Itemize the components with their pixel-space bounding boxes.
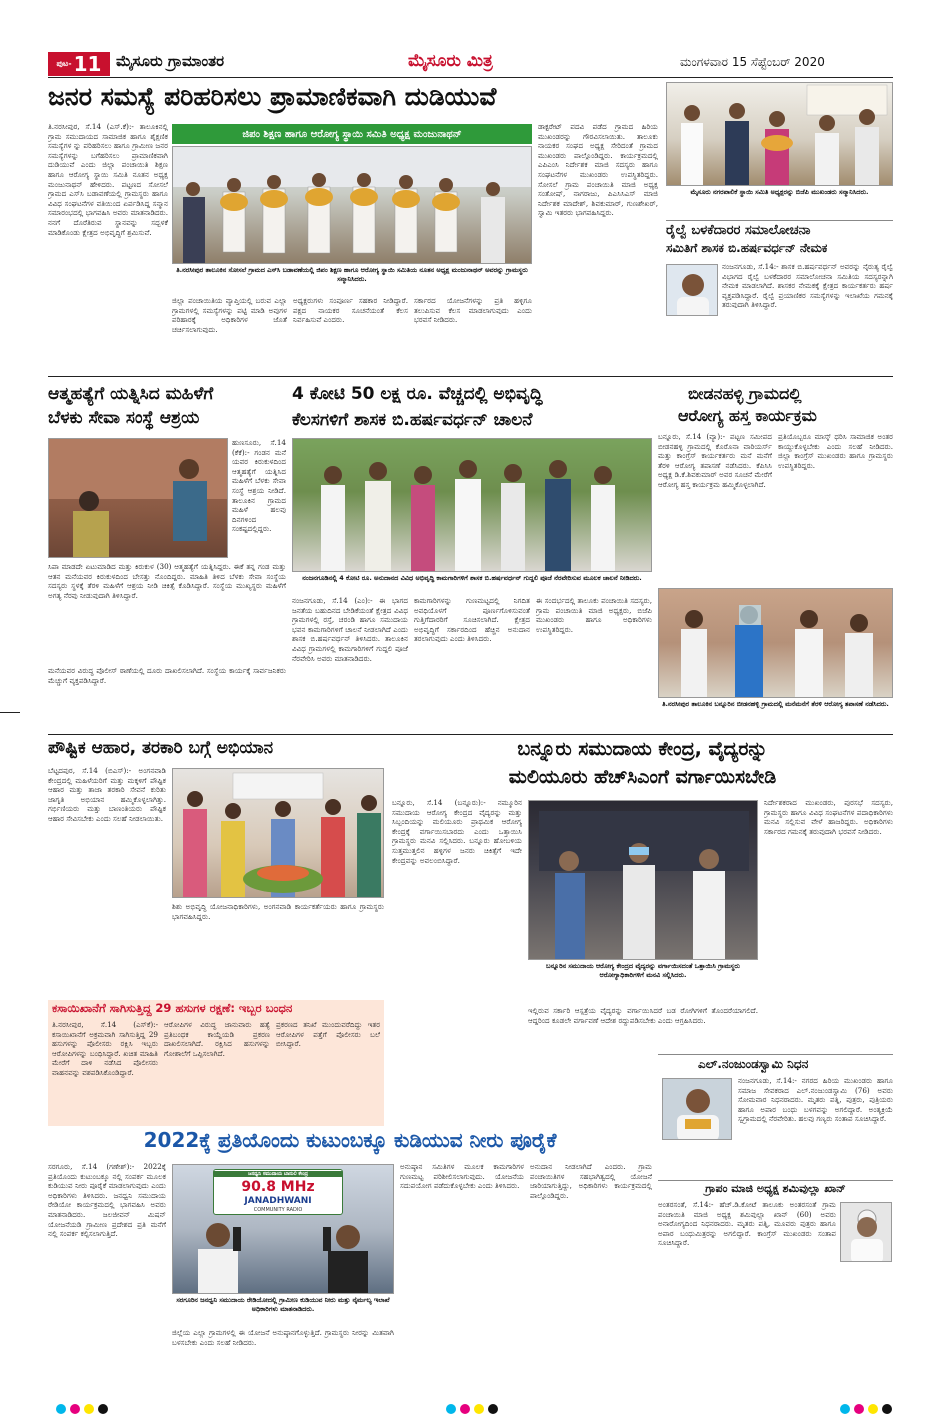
arrest-headline: ಕಸಾಯಿಖಾನೆಗೆ ಸಾಗಿಸುತ್ತಿದ್ದ 29 ಹಸುಗಳ ರಕ್ಷಣೆ: ಇಬ್ಬರ ಬಂಧನ — [52, 1001, 293, 1015]
bannur-col2: ಇಲ್ಲಿರುವ ಸರ್ಕಾರಿ ಆಸ್ಪತ್ರೆಯ ವೈದ್ಯರನ್ನು ವರ್ಗಾಯಿಸಿದರೆ ಬಡ ರೋಗಿಗಳಿಗೆ ತೊಂದರೆಯಾಗಲಿದೆ. ಆದ್ದರಿಂದ ಕೂಡಲೇ ವರ್ಗಾವಣೆ ಆದೇಶ ರದ್ದುಪಡಿಸಬೇಕು ಎಂದು ಆಗ್ರಹಿಸಿದರು. — [528, 1006, 758, 1025]
radio-tagline: COMMUNITY RADIO — [253, 1207, 303, 1213]
nutrition-body: ಬೆಟ್ಟದಪುರ, ಸೆ.14 (ಬಿಎಸ್):- ಅಂಗನವಾಡಿ ಕೇಂದ್ರದಲ್ಲಿ ಮಹಿಳೆಯರಿಗೆ ಮತ್ತು ಮಕ್ಕಳಿಗೆ ಪೌಷ್ಟಿಕ ಆಹಾರ ಮತ್ತು ತಾಜಾ ತರಕಾರಿ ಸೇವನೆ ಕುರಿತು ಜಾಗೃತಿ ಅಭಿಯಾನ ಹಮ್ಮಿಕೊಳ್ಳಲಾಗಿತ್ತು. ಗರ್ಭಿಣಿಯರು ಮತ್ತು ಬಾಣಂತಿಯರು ಪೌಷ್ಟಿಕ ಆಹಾರ ಸೇವಿಸಬೇಕು ಎಂದು ಸಲಹೆ ನೀಡಲಾಯಿತು. — [48, 766, 166, 823]
registration-mark-black-2 — [488, 1404, 498, 1414]
development-col3: ಈ ಸಂದರ್ಭದಲ್ಲಿ ತಾಲೂಕು ಪಂಚಾಯಿತಿ ಸದಸ್ಯರು, ಗ್ರಾಮ ಪಂಚಾಯಿತಿ ಮಾಜಿ ಅಧ್ಯಕ್ಷರು, ಬಿಜೆಪಿ ಮುಖಂಡರು ಹಾಗೂ ಅಧಿಕಾರಿಗಳು ಉಪಸ್ಥಿತರಿದ್ದರು. — [536, 596, 652, 634]
registration-mark-cyan-2 — [446, 1404, 456, 1414]
beedanahalli-headline-2: ಆರೋಗ್ಯ ಹಸ್ತ ಕಾರ್ಯಕ್ರಮ — [678, 406, 817, 425]
registration-mark-black — [98, 1404, 108, 1414]
registration-mark-cyan-3 — [840, 1404, 850, 1414]
bannur-photo — [528, 800, 758, 960]
registration-mark-yellow-3 — [868, 1404, 878, 1414]
page-number: 11 — [73, 52, 102, 76]
nutrition-photo — [172, 768, 384, 898]
registration-mark-magenta-2 — [460, 1404, 470, 1414]
beedanahalli-photo — [658, 588, 893, 698]
story1-col2c: ಸರ್ಕಾರದ ಯೋಜನೆಗಳನ್ನು ಪ್ರತಿ ಹಳ್ಳಿಗೂ ತಲುಪಿಸುವ ಕೆಲಸ ಮಾಡಲಾಗುವುದು ಎಂದು ಭರವಸೆ ನೀಡಿದರು. — [414, 296, 532, 325]
ex-president-headline-bar: ಗ್ರಾಪಂ ಮಾಜಿ ಅಧ್ಯಕ್ಷ ಶಮಿವುಲ್ಲಾ ಖಾನ್ — [658, 1180, 893, 1196]
railway-body: ನಂಜನಗೂಡು, ಸೆ.14:- ಶಾಸಕ ಬಿ.ಹರ್ಷವರ್ಧನ್ ಅವರನ್ನು ನೈರುತ್ಯ ರೈಲ್ವೆ ವಿಭಾಗದ ರೈಲ್ವೆ ಬಳಕೆದಾರರ ಸಮಾಲೋಚನಾ ಸಮಿತಿಯ ಸದಸ್ಯರನ್ನಾಗಿ ನೇಮಕ ಮಾಡಲಾಗಿದೆ. ಶಾಸಕರ ನೇಮಕಕ್ಕೆ ಕ್ಷೇತ್ರದ ಕಾರ್ಯಕರ್ತರು ಹರ್ಷ ವ್ಯಕ್ತಪಡಿಸಿದ್ದಾರೆ. ರೈಲ್ವೆ ಪ್ರಯಾಣಿಕರ ಸಮಸ್ಯೆಗಳನ್ನು ಇಲಾಖೆಯ ಗಮನಕ್ಕೆ ತರುವುದಾಗಿ ತಿಳಿಸಿದ್ದಾರೆ. — [722, 262, 893, 310]
story1-photo — [172, 146, 532, 264]
radio-name: JANADHWANI — [244, 1196, 312, 1206]
story-public-service — [48, 82, 660, 372]
paper-name: ಮೈಸೂರು ಮಿತ್ರ — [408, 51, 493, 71]
development-col1: ನಂಜನಗೂಡು, ಸೆ.14 (ಎಂ):- ಈ ಭಾಗದ ಜನತೆಯ ಬಹುದಿನದ ಬೇಡಿಕೆಯಂತೆ ಕ್ಷೇತ್ರದ ವಿವಿಧ ಗ್ರಾಮಗಳಲ್ಲಿ ರಸ್ತೆ, ಚರಂಡಿ ಹಾಗೂ ಸಮುದಾಯ ಭವನ ಕಾಮಗಾರಿಗಳಿಗೆ ಚಾಲನೆ ನೀಡಲಾಗಿದೆ ಎಂದು ಶಾಸಕ ಬಿ.ಹರ್ಷವರ್ಧನ್ ತಿಳಿಸಿದರು. ತಾಲೂಕಿನ ವಿವಿಧ ಗ್ರಾಮಗಳಲ್ಲಿ ಕಾಮಗಾರಿಗಳಿಗೆ ಗುದ್ದಲಿ ಪೂಜೆ ನೆರವೇರಿಸಿ ಅವರು ಮಾತನಾಡಿದರು. — [292, 596, 408, 663]
bannur-photo-caption: ಬನ್ನೂರಿನ ಸಮುದಾಯ ಆರೋಗ್ಯ ಕೇಂದ್ರದ ವೈದ್ಯರನ್ನು ವರ್ಗಾಯಿಸದಂತೆ ಒತ್ತಾಯಿಸಿ ಗ್ರಾಮಸ್ಥರು ಆರೋಗ್ಯಾಧಿಕಾರಿಗಳಿಗೆ ಮನವಿ ಸಲ್ಲಿಸಿದರು. — [546, 962, 740, 979]
development-headline-1: 4 ಕೋಟಿ 50 ಲಕ್ಷ ರೂ. ವೆಚ್ಚದಲ್ಲಿ ಅಭಿವೃದ್ಧಿ — [292, 384, 543, 404]
beedanahalli-headline-1: ಬೀಡನಹಳ್ಳಿ ಗ್ರಾಮದಲ್ಲಿ — [688, 384, 802, 403]
mla-portrait — [666, 264, 718, 316]
obituary-body: ನಂಜನಗೂಡು, ಸೆ.14:- ನಗರದ ಹಿರಿಯ ಮುಖಂಡರು ಹಾಗೂ ಸಮಾಜ ಸೇವಕರಾದ ಎಲ್.ನಂಜುಂಡಸ್ವಾಮಿ (76) ಅವರು ಸೋಮವಾರ ನಿಧನರಾದರು. ಮೃತರು ಪತ್ನಿ, ಪುತ್ರರು, ಪುತ್ರಿಯರು ಹಾಗೂ ಅಪಾರ ಬಂಧು ಬಳಗವನ್ನು ಅಗಲಿದ್ದಾರೆ. ಅಂತ್ಯಕ್ರಿಯೆ ಸ್ವಗ್ರಾಮದಲ್ಲಿ ನೆರವೇರಿತು. ಹಲವು ಗಣ್ಯರು ಸಂತಾಪ ಸೂಚಿಸಿದ್ದಾರೆ. — [738, 1076, 893, 1124]
story1-col2a: ಜಿಲ್ಲಾ ಪಂಚಾಯಿತಿಯ ವ್ಯಾಪ್ತಿಯಲ್ಲಿ ಬರುವ ಎಲ್ಲಾ ಗ್ರಾಮಗಳಲ್ಲಿ ಸಮಸ್ಯೆಗಳನ್ನು ಪಟ್ಟಿ ಮಾಡಿ ಅವುಗಳ ಪರಿಹಾರಕ್ಕೆ ಅಧಿಕಾರಿಗಳ ಜೊತೆ ಚರ್ಚಿಸಲಾಗುವುದು. — [172, 296, 287, 334]
development-photo — [292, 438, 652, 572]
story-bannur — [392, 738, 893, 1050]
story1-col1: ತಿ.ನರಸೀಪುರ, ಸೆ.14 (ಎಸ್‌.ಕೆ):- ತಾಲೂಕಿನಲ್ಲಿ ಗ್ರಾಮ ಸಮುದಾಯದ ಸಾಮಾಜಿಕ ಹಾಗೂ ಶೈಕ್ಷಣಿಕ ಸಮಸ್ಯೆಗಳ ನ್ನು ಪರಿಹರಿಸಲು ಹಾಗೂ ಗ್ರಾಮೀಣ ಜನರ ಸಮಸ್ಯೆಗಳನ್ನು ಬಗೆಹರಿಸಲು ಪ್ರಾಮಾಣಿಕವಾಗಿ ದುಡಿಯುವೆ ಎಂದು ಜಿಲ್ಲಾ ಪಂಚಾಯಿತಿ ಶಿಕ್ಷಣ ಹಾಗೂ ಆರೋಗ್ಯ ಸ್ಥಾಯಿ ಸಮಿತಿ ನೂತನ ಅಧ್ಯಕ್ಷ ಮಂಜುನಾಥನ್ ಹೇಳಿದರು. ಪಟ್ಟಣದ ಸೋಸಲೆ ಗ್ರಾಮದ ಎಸ್‌ಸಿ ಬಡಾವಣೆಯಲ್ಲಿ ಗ್ರಾಮಸ್ಥರು ಹಾಗೂ ವಿವಿಧ ಸಂಘಟನೆಗಳ ವತಿಯಿಂದ ಏರ್ಪಡಿಸಿದ್ದ ಸನ್ಮಾನ ಸಮಾರಂಭದಲ್ಲಿ ಭಾಗವಹಿಸಿ ಅವರು ಮಾತನಾಡಿದರು. ನನಗೆ ದೊರೆತಿರುವ ಸ್ಥಾನವನ್ನು ಸದ್ಬಳಕೆ ಮಾಡಿಕೊಂಡು ಕ್ಷೇತ್ರದ ಅಭಿವೃದ್ಧಿಗೆ ಶ್ರಮಿಸುವೆ. — [48, 122, 168, 237]
beedanahalli-photo-caption: ತಿ.ನರಸೀಪುರ ತಾಲೂಕಿನ ಬನ್ನೂರಿನ ಬೀಡನಹಳ್ಳಿ ಗ್ರಾಮದಲ್ಲಿ ಮನೆಮನೆಗೆ ತೆರಳಿ ಆರೋಗ್ಯ ತಪಾಸಣೆ ನಡೆಸಿದರು. — [662, 700, 889, 708]
story-railway — [666, 220, 893, 372]
development-col2: ಕಾಮಗಾರಿಗಳನ್ನು ಗುಣಮಟ್ಟದಲ್ಲಿ ನಿಗದಿತ ಅವಧಿಯೊಳಗೆ ಪೂರ್ಣಗೊಳಿಸುವಂತೆ ಗುತ್ತಿಗೆದಾರರಿಗೆ ಸೂಚಿಸಲಾಗಿದೆ. ಕ್ಷೇತ್ರದ ಅಭಿವೃದ್ಧಿಗೆ ಸರ್ಕಾರದಿಂದ ಹೆಚ್ಚಿನ ಅನುದಾನ ತರಲಾಗುವುದು ಎಂದು ತಿಳಿಸಿದರು. — [414, 596, 530, 644]
suicide-body-2: ಮನೆಯವರ ವಿರುದ್ಧ ಪೊಲೀಸ್ ಠಾಣೆಯಲ್ಲಿ ದೂರು ದಾಖಲಿಸಲಾಗಿದೆ. ಸಂಸ್ಥೆಯ ಕಾರ್ಯಕ್ಕೆ ಸಾರ್ವಜನಿಕರು ಮೆಚ್ಚುಗೆ ವ್ಯಕ್ತಪಡಿಸಿದ್ದಾರೆ. — [48, 666, 286, 685]
side-photo-caption: ಮೈಸೂರು ನಗರಪಾಲಿಕೆ ಸ್ಥಾಯಿ ಸಮಿತಿ ಅಧ್ಯಕ್ಷರನ್ನು ಬಿಜೆಪಿ ಮುಖಂಡರು ಸನ್ಮಾನಿಸಿದರು. — [690, 188, 869, 196]
story-nutrition — [48, 738, 384, 1000]
nutrition-headline: ಪೌಷ್ಟಿಕ ಆಹಾರ, ತರಕಾರಿ ಬಗ್ಗೆ ಅಭಿಯಾನ — [48, 738, 274, 758]
water-col3: ಅನುಷ್ಠಾನ ಸಮಿತಿಗಳ ಮೂಲಕ ಕಾಮಗಾರಿಗಳ ಗುಣಮಟ್ಟ ಪರಿಶೀಲಿಸಲಾಗುವುದು. ಯೋಜನೆಯ ಸದುಪಯೋಗ ಪಡೆದುಕೊಳ್ಳಬೇಕು ಎಂದು ತಿಳಿಸಿದರು. — [400, 1162, 524, 1191]
story-ex-president — [658, 1180, 893, 1384]
registration-mark-magenta-3 — [854, 1404, 864, 1414]
masthead — [48, 50, 893, 78]
obituary-headline: ಎಲ್.ನಂಜುಂಡಸ್ವಾಮಿ ನಿಧನ — [698, 1057, 809, 1071]
section-name: ಮೈಸೂರು ಗ್ರಾಮಾಂತರ — [116, 52, 225, 70]
story1-subhead: ಜಿಪಂ ಶಿಕ್ಷಣ ಹಾಗೂ ಆರೋಗ್ಯ ಸ್ಥಾಯಿ ಸಮಿತಿ ಅಧ್ಯಕ್ಷ ಮಂಜುನಾಥನ್ — [172, 124, 532, 144]
ex-president-body: ಅಂತರಸಂತೆ, ಸೆ.14:- ಹೆಚ್.ಡಿ.ಕೋಟೆ ತಾಲೂಕು ಅಂತರಸಂತೆ ಗ್ರಾಮ ಪಂಚಾಯಿತಿ ಮಾಜಿ ಅಧ್ಯಕ್ಷ ಶಮಿವುಲ್ಲಾ ಖಾನ್ (60) ಅವರು ಅನಾರೋಗ್ಯದಿಂದ ನಿಧನರಾದರು. ಮೃತರು ಪತ್ನಿ, ಮೂವರು ಪುತ್ರರು ಹಾಗೂ ಅಪಾರ ಬಂಧುಮಿತ್ರರನ್ನು ಅಗಲಿದ್ದಾರೆ. ಕಾಂಗ್ರೆಸ್ ಮುಖಂಡರು ಸಂತಾಪ ಸೂಚಿಸಿದ್ದಾರೆ. — [658, 1200, 836, 1248]
side-photo — [666, 82, 893, 186]
arrest-body-3: ಪ್ರಕರಣದ ತನಿಖೆ ಮುಂದುವರೆದಿದ್ದು ಇತರ ಆರೋಪಿಗಳ ಪತ್ತೆಗೆ ಪೊಲೀಸರು ಬಲೆ ಬೀಸಿದ್ದಾರೆ. — [276, 1020, 380, 1049]
group-photo-figures — [173, 147, 532, 264]
masthead-rule — [48, 77, 893, 78]
story-arrest — [48, 1000, 384, 1126]
suicide-body-side: ಹುಣಸೂರು, ಸೆ.14 (ಕೆಕೆ):- ಗಂಡನ ಮನೆ ಯವರ ಕಿರುಕುಳದಿಂದ ಆತ್ಮಹತ್ಯೆಗೆ ಯತ್ನಿಸಿದ ಮಹಿಳೆಗೆ ಬೆಳಕು ಸೇವಾ ಸಂಸ್ಥೆ ಆಶ್ರಯ ನೀಡಿದೆ. ತಾಲೂಕಿನ ಗ್ರಾಮದ ಮಹಿಳೆ ಹಲವು ದಿನಗಳಿಂದ ಸಂಕಷ್ಟದಲ್ಲಿದ್ದರು. — [232, 438, 286, 534]
story-water — [48, 1128, 652, 1384]
development-headline-2: ಕೆಲಸಗಳಿಗೆ ಶಾಸಕ ಬಿ.ಹರ್ಷವರ್ಧನ್ ಚಾಲನೆ — [292, 410, 533, 430]
beedanahalli-body-2: ಪ್ರತಿಯೊಬ್ಬರೂ ಮಾಸ್ಕ್ ಧರಿಸಿ ಸಾಮಾಜಿಕ ಅಂತರ ಕಾಯ್ದುಕೊಳ್ಳಬೇಕು ಎಂದು ಸಲಹೆ ನೀಡಿದರು. ಜಿಲ್ಲಾ ಕಾಂಗ್ರೆಸ್ ಮುಖಂಡರು ಹಾಗೂ ಗ್ರಾಮಸ್ಥರು ಉಪಸ್ಥಿತರಿದ್ದರು. — [778, 432, 893, 470]
registration-mark-yellow — [84, 1404, 94, 1414]
water-headline: 2022ಕ್ಕೆ ಪ್ರತಿಯೊಂದು ಕುಟುಂಬಕ್ಕೂ ಕುಡಿಯುವ ನೀರು ಪೂರೈಕೆ — [143, 1128, 557, 1152]
story-beedanahalli — [658, 382, 893, 732]
water-col4: ಅನುದಾನ ನೀಡಲಾಗಿದೆ ಎಂದರು. ಗ್ರಾಮ ಪಂಚಾಯಿತಿಗಳ ಸಹಭಾಗಿತ್ವದಲ್ಲಿ ಯೋಜನೆ ಜಾರಿಯಾಗುತ್ತಿದ್ದು, ಅಧಿಕಾರಿಗಳು ಕಾರ್ಯಕ್ರಮದಲ್ಲಿ ಪಾಲ್ಗೊಂಡಿದ್ದರು. — [530, 1162, 652, 1200]
radio-frequency: 90.8 MHz — [241, 1179, 315, 1195]
ex-president-portrait — [840, 1202, 892, 1262]
development-photo-caption: ನಂಜನಗೂಡಿನಲ್ಲಿ 4 ಕೋಟಿ ರೂ. ಅನುದಾನದ ವಿವಿಧ ಅಭಿವೃದ್ಧಿ ಕಾಮಗಾರಿಗಳಿಗೆ ಶಾಸಕ ಬಿ.ಹರ್ಷವರ್ಧನ್ ಗುದ್ದಲಿ ಪೂಜೆ ನೆರವೇರಿಸುವ ಮೂಲಕ ಚಾಲನೆ ನೀಡಿದರು. — [302, 574, 642, 582]
story1-col-right: ಡಾಕ್ಟರೇಟ್ ಪದವಿ ಪಡೆದ ಗ್ರಾಮದ ಹಿರಿಯ ಮುಖಂಡರನ್ನು ಗೌರವಿಸಲಾಯಿತು. ತಾಲೂಕು ನಾಯಕರ ಸಂಘದ ಅಧ್ಯಕ್ಷ ಸೇರಿದಂತೆ ಗ್ರಾಮದ ಮುಖಂಡರು ಪಾಲ್ಗೊಂಡಿದ್ದರು. ಕಾರ್ಯಕ್ರಮದಲ್ಲಿ ಎಪಿಎಂಸಿ ನಿರ್ದೇಶಕ ಮಾಜಿ ಸದಸ್ಯರು ಹಾಗೂ ಸಂಘಟನೆಗಳ ಮುಖಂಡರು ಉಪಸ್ಥಿತರಿದ್ದರು. ಸೋಸಲೆ ಗ್ರಾಮ ಪಂಚಾಯಿತಿ ಮಾಜಿ ಅಧ್ಯಕ್ಷ ಸಂತೋಷ್, ನಾಗರಾಜು, ಪಿಎಸಿಸಿಎಸ್ ಮಾಜಿ ನಿರ್ದೇಶಕ ಮಾದೇಶ್, ಶಿವಕುಮಾರ್, ಗುಣಶೇಖರ್, ಸ್ವಾಮಿ ಇತರರು ಭಾಗವಹಿಸಿದ್ದರು. — [538, 122, 658, 218]
registration-mark-cyan — [56, 1404, 66, 1414]
beedanahalli-body: ಬನ್ನೂರು, ಸೆ.14 (ವ್ಯಾ):- ಪಟ್ಟಣ ಸಮೀಪದ ಬೀಡನಹಳ್ಳಿ ಗ್ರಾಮದಲ್ಲಿ ಕೊರೊನಾ ವಾರಿಯರ್ಸ್ ಮತ್ತು ಕಾಂಗ್ರೆಸ್ ಕಾರ್ಯಕರ್ತರು ಮನೆ ಮನೆಗೆ ತೆರಳಿ ಆರೋಗ್ಯ ತಪಾಸಣೆ ನಡೆಸಿದರು. ಕೆಪಿಸಿಸಿ ಅಧ್ಯಕ್ಷ ಡಿ.ಕೆ.ಶಿವಕುಮಾರ್ ಅವರ ಸೂಚನೆ ಮೇರೆಗೆ ಆರೋಗ್ಯ ಹಸ್ತ ಕಾರ್ಯಕ್ರಮ ಹಮ್ಮಿಕೊಳ್ಳಲಾಗಿದೆ. — [658, 432, 772, 489]
water-col1: ಸರಗೂರು, ಸೆ.14 (ಗಣೇಶ್):- 2022ಕ್ಕೆ ಪ್ರತಿಯೊಂದು ಕುಟುಂಬಕ್ಕೂ ನಲ್ಲಿ ಸಂಪರ್ಕ ಮೂಲಕ ಕುಡಿಯುವ ನೀರು ಪೂರೈಕೆ ಮಾಡಲಾಗುವುದು ಎಂದು ಅಧಿಕಾರಿಗಳು ತಿಳಿಸಿದರು. ಜನಧ್ವನಿ ಸಮುದಾಯ ರೇಡಿಯೋ ಕಾರ್ಯಕ್ರಮದಲ್ಲಿ ಭಾಗವಹಿಸಿ ಅವರು ಮಾತನಾಡಿದರು. ಜಲಜೀವನ್ ಮಿಷನ್ ಯೋಜನೆಯಡಿ ಗ್ರಾಮೀಣ ಪ್ರದೇಶದ ಪ್ರತಿ ಮನೆಗೆ ನಲ್ಲಿ ಸಂಪರ್ಕ ಕಲ್ಪಿಸಲಾಗುತ್ತಿದೆ. — [48, 1162, 166, 1239]
railway-headline-1: ರೈಲ್ವೆ ಬಳಕೆದಾರರ ಸಮಾಲೋಚನಾ — [666, 223, 811, 238]
page-prefix: ಪುಟ- — [56, 59, 72, 68]
story-development — [292, 382, 652, 732]
issue-date: ಮಂಗಳವಾರ 15 ಸೆಪ್ಟೆಂಬರ್ 2020 — [680, 55, 825, 69]
water-col2: ಜಿಲ್ಲೆಯ ಎಲ್ಲಾ ಗ್ರಾಮಗಳಲ್ಲಿ ಈ ಯೋಜನೆ ಅನುಷ್ಠಾನಗೊಳ್ಳುತ್ತಿದೆ. ಗ್ರಾಮಸ್ಥರು ನೀರನ್ನು ಮಿತವಾಗಿ ಬಳಸಬೇಕು ಎಂದು ಸಲಹೆ ನೀಡಿದರು. — [172, 1328, 394, 1347]
registration-mark-magenta — [70, 1404, 80, 1414]
story1-headline: ಜನರ ಸಮಸ್ಯೆ ಪರಿಹರಿಸಲು ಪ್ರಾಮಾಣಿಕವಾಗಿ ದುಡಿಯುವೆ — [48, 82, 497, 111]
water-photo-caption: ಸರಗೂರಿನ ಜನಧ್ವನಿ ಸಮುದಾಯ ರೇಡಿಯೋದಲ್ಲಿ ಗ್ರಾಮೀಣ ಕುಡಿಯುವ ನೀರು ಮತ್ತು ನೈರ್ಮಲ್ಯ ಇಲಾಖೆ ಅಧಿಕಾರಿಗಳು ಮಾತನಾಡಿದರು. — [176, 1296, 390, 1313]
nutrition-body-2: ಶಿಶು ಅಭಿವೃದ್ಧಿ ಯೋಜನಾಧಿಕಾರಿಗಳು, ಅಂಗನವಾಡಿ ಕಾರ್ಯಕರ್ತೆಯರು ಹಾಗೂ ಗ್ರಾಮಸ್ಥರು ಭಾಗವಹಿಸಿದ್ದರು. — [172, 902, 384, 921]
story1-col2b: ಅಧ್ಯಕ್ಷರುಗಳು ಸಂಪೂರ್ಣ ಸಹಕಾರ ನೀಡಿದ್ದಾರೆ. ಪಕ್ಷದ ನಾಯಕರ ಸೂಚನೆಯಂತೆ ಕೆಲಸ ನಿರ್ವಹಿಸುವೆ ಎಂದರು. — [293, 296, 408, 325]
bannur-col1: ಬನ್ನೂರು, ಸೆ.14 (ಬನ್ನೂರು):- ನಮ್ಮೂರಿನ ಸಮುದಾಯ ಆರೋಗ್ಯ ಕೇಂದ್ರದ ವೈದ್ಯರನ್ನು ಮತ್ತು ಸಿಬ್ಬಂದಿಯನ್ನು ಮಲಿಯೂರು ಪ್ರಾಥಮಿಕ ಆರೋಗ್ಯ ಕೇಂದ್ರಕ್ಕೆ ವರ್ಗಾಯಿಸಬಾರದು ಎಂದು ಒತ್ತಾಯಿಸಿ ಗ್ರಾಮಸ್ಥರು ಮನವಿ ಸಲ್ಲಿಸಿದರು. ಬನ್ನೂರು ಹೋಬಳಿಯ ಸುತ್ತಮುತ್ತಲಿನ ಹಳ್ಳಿಗಳ ಜನರು ಚಿಕಿತ್ಸೆಗೆ ಇದೇ ಕೇಂದ್ರವನ್ನು ಅವಲಂಬಿಸಿದ್ದಾರೆ. — [392, 798, 522, 865]
page-number-tag — [48, 52, 110, 76]
story-suicide — [48, 382, 286, 732]
story1-photo-caption: ತಿ.ನರಸೀಪುರ ತಾಲೂಕಿನ ಸೋಸಲೆ ಗ್ರಾಮದ ಎಸ್‌ಸಿ ಬಡಾವಣೆಯಲ್ಲಿ ಜಿಪಂ ಶಿಕ್ಷಣ ಹಾಗೂ ಆರೋಗ್ಯ ಸ್ಥಾಯಿ ಸಮಿತಿಯ ನೂತನ ಅಧ್ಯಕ್ಷ ಮಂಜುನಾಥನ್ ಅವರನ್ನು ಗ್ರಾಮಸ್ಥರು ಸನ್ಮಾನಿಸಿದರು. — [176, 266, 528, 283]
suicide-headline-2: ಬೆಳಕು ಸೇವಾ ಸಂಸ್ಥೆ ಆಶ್ರಯ — [48, 408, 200, 428]
registration-mark-black-3 — [882, 1404, 892, 1414]
radio-banner-line1: ಜನಧ್ವನಿ ಸಮುದಾಯ ಬಾನುಲಿ ಕೇಂದ್ರ — [214, 1171, 342, 1177]
suicide-body: ಸಿಪಾ ಮಾಡದೇ ಏಟುಮಾಡಿದ ಮತ್ತು ಕಿರುಕುಳ (30) ಆತ್ಮಹತ್ಯೆಗೆ ಯತ್ನಿಸಿದ್ದರು. ಈಕೆ ತನ್ನ ಗಂಡ ಮತ್ತು ಆತನ ಮನೆಯವರ ಕಿರುಕುಳದಿಂದ ಬೇಸತ್ತು ನೊಂದಿದ್ದರು. ಮಾಹಿತಿ ತಿಳಿದ ಬೆಳಕು ಸೇವಾ ಸಂಸ್ಥೆಯ ಸದಸ್ಯರು ಸ್ಥಳಕ್ಕೆ ತೆರಳಿ ಮಹಿಳೆಗೆ ಆಶ್ರಯ ನೀಡಿ ಚಿಕಿತ್ಸೆ ಕೊಡಿಸಿದ್ದಾರೆ. ಸಂಸ್ಥೆಯ ಮುಖ್ಯಸ್ಥರು ಮಹಿಳೆಗೆ ಅಗತ್ಯ ನೆರವು ನೀಡುವುದಾಗಿ ತಿಳಿಸಿದ್ದಾರೆ. — [48, 562, 286, 600]
section-rule-1 — [48, 376, 893, 377]
water-photo — [172, 1164, 394, 1294]
registration-mark-yellow-2 — [474, 1404, 484, 1414]
section-rule-2 — [48, 734, 893, 735]
suicide-headline-1: ಆತ್ಮಹತ್ಯೆಗೆ ಯತ್ನಿಸಿದ ಮಹಿಳೆಗೆ — [48, 384, 214, 404]
railway-headline-2: ಸಮಿತಿಗೆ ಶಾಸಕ ಬಿ.ಹರ್ಷವರ್ಧನ್ ನೇಮಕ — [666, 241, 828, 255]
bannur-col3: ನಿರ್ದೇಶಕರಾದ ಮುಖಂಡರು, ಪುರಸಭೆ ಸದಸ್ಯರು, ಗ್ರಾಮಸ್ಥರು ಹಾಗೂ ವಿವಿಧ ಸಂಘಟನೆಗಳ ಪದಾಧಿಕಾರಿಗಳು ಮನವಿ ಸಲ್ಲಿಸುವ ವೇಳೆ ಹಾಜರಿದ್ದರು. ಅಧಿಕಾರಿಗಳು ಸರ್ಕಾರದ ಗಮನಕ್ಕೆ ತರುವುದಾಗಿ ಭರವಸೆ ನೀಡಿದರು. — [764, 798, 893, 836]
bannur-headline-2: ಮಲಿಯೂರು ಹೆಚ್‌ಸಿಎಂಗೆ ವರ್ಗಾಯಿಸಬೇಡಿ — [508, 766, 777, 788]
suicide-photo — [48, 438, 228, 558]
story-obituary — [658, 1054, 893, 1176]
arrest-body-2: ಆರೋಪಿಗಳ ವಿರುದ್ಧ ಜಾನುವಾರು ಹತ್ಯೆ ಪ್ರತಿಬಂಧಕ ಕಾಯ್ದೆಯಡಿ ಪ್ರಕರಣ ದಾಖಲಿಸಲಾಗಿದೆ. ರಕ್ಷಿಸಿದ ಹಸುಗಳನ್ನು ಗೋಶಾಲೆಗೆ ಒಪ್ಪಿಸಲಾಗಿದೆ. — [164, 1020, 270, 1058]
crop-mark — [0, 712, 20, 713]
obituary-portrait — [662, 1078, 732, 1140]
bannur-headline-1: ಬನ್ನೂರು ಸಮುದಾಯ ಕೇಂದ್ರ, ವೈದ್ಯರನ್ನು — [517, 738, 768, 760]
arrest-body: ತಿ.ನರಸೀಪುರ, ಸೆ.14 (ಎಸ್‌ಕೆ):- ಕಸಾಯಿಖಾನೆಗೆ ಅಕ್ರಮವಾಗಿ ಸಾಗಿಸುತ್ತಿದ್ದ 29 ಹಸುಗಳನ್ನು ಪೊಲೀಸರು ರಕ್ಷಿಸಿ ಇಬ್ಬರು ಆರೋಪಿಗಳನ್ನು ಬಂಧಿಸಿದ್ದಾರೆ. ಖಚಿತ ಮಾಹಿತಿ ಮೇರೆಗೆ ದಾಳಿ ನಡೆಸಿದ ಪೊಲೀಸರು ವಾಹನವನ್ನು ವಶಪಡಿಸಿಕೊಂಡಿದ್ದಾರೆ. — [52, 1020, 158, 1077]
side-photo-figures — [667, 83, 893, 186]
